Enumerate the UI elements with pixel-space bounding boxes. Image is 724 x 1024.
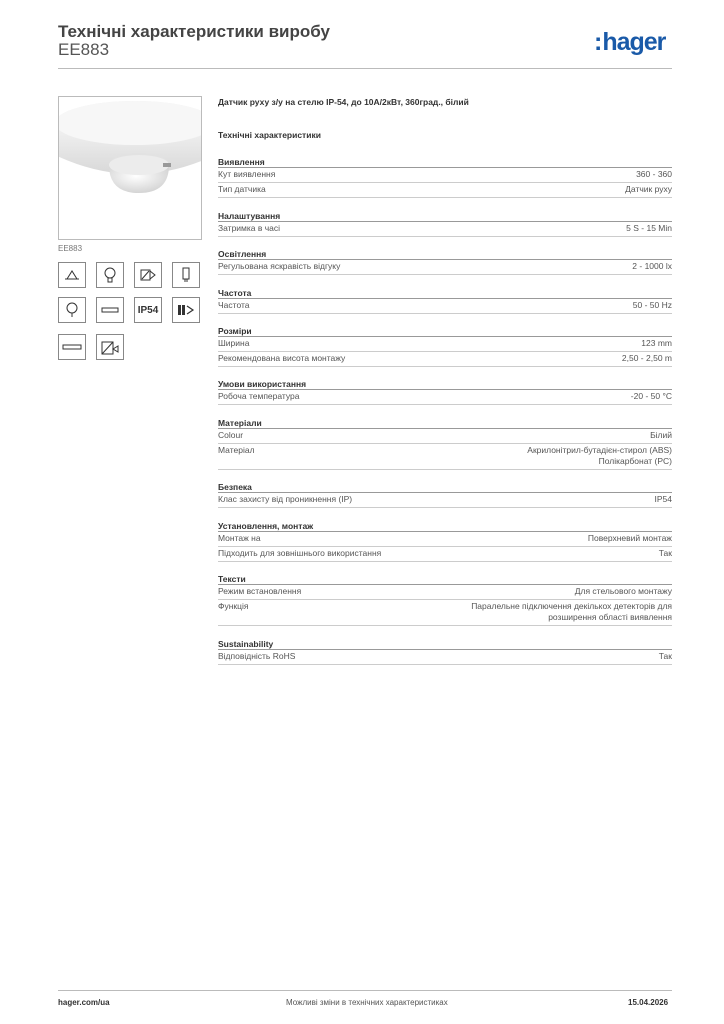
spec-value: 2 - 1000 lx bbox=[632, 261, 672, 271]
led-driver-icon bbox=[172, 297, 200, 323]
ip54-label: IP54 bbox=[137, 304, 159, 316]
spec-value: -20 - 50 °C bbox=[630, 391, 672, 401]
spec-label: Рекомендована висота монтажу bbox=[218, 353, 346, 363]
footer-divider bbox=[58, 990, 672, 991]
spec-value: 50 - 50 Hz bbox=[632, 300, 672, 310]
spec-value: Для стельового монтажу bbox=[574, 586, 672, 596]
motion-detect-icon bbox=[134, 262, 162, 288]
spec-group-dimensions bbox=[218, 325, 672, 367]
spec-row bbox=[218, 650, 672, 665]
footer-disclaimer: Можливі зміни в технічних характеристиках bbox=[286, 998, 448, 1007]
incandescent-lamp-icon bbox=[58, 297, 86, 323]
spec-row bbox=[218, 390, 672, 405]
spec-row bbox=[218, 222, 672, 237]
spec-group-detection bbox=[218, 156, 672, 198]
spec-group-sustainability bbox=[218, 638, 672, 665]
spec-row bbox=[218, 493, 672, 508]
group-title: Освітлення bbox=[218, 248, 672, 260]
header-divider bbox=[58, 68, 672, 69]
spec-label: Підходить для зовнішнього використання bbox=[218, 548, 382, 558]
spec-row bbox=[218, 600, 672, 626]
ip54-icon bbox=[134, 297, 162, 323]
spec-value: Акрилонітрил-бутадієн-стирол (ABS) Полікарбонат (PC) bbox=[527, 445, 672, 466]
product-subtitle: Датчик руху з/у на стелю IP-54, до 10A/2кВт, 360град., білий bbox=[218, 97, 469, 107]
spec-label: Функція bbox=[218, 601, 249, 611]
logo-text: hager bbox=[602, 28, 666, 56]
spec-row bbox=[218, 260, 672, 275]
spec-label: Частота bbox=[218, 300, 250, 310]
spec-row bbox=[218, 168, 672, 183]
spec-row bbox=[218, 585, 672, 600]
tube-lamp-icon bbox=[96, 297, 124, 323]
footer-date: 15.04.2026 bbox=[628, 998, 669, 1007]
spec-row bbox=[218, 444, 672, 470]
spec-row bbox=[218, 429, 672, 444]
spec-group-settings bbox=[218, 210, 672, 237]
fluorescent-lamp-icon bbox=[172, 262, 200, 288]
spec-value: Датчик руху bbox=[625, 184, 672, 194]
spec-group-safety bbox=[218, 481, 672, 508]
spec-value: Поверхневий монтаж bbox=[587, 533, 672, 543]
spec-row bbox=[218, 532, 672, 547]
page-title: Технічні характеристики виробу bbox=[58, 22, 330, 41]
group-title: Умови використання bbox=[218, 378, 672, 390]
relay-switch-icon bbox=[96, 334, 124, 360]
spec-label: Затримка в часі bbox=[218, 223, 281, 233]
group-title: Тексти bbox=[218, 573, 672, 585]
ceiling-mount-icon bbox=[58, 262, 86, 288]
group-title: Розміри bbox=[218, 325, 672, 337]
product-image bbox=[58, 96, 202, 240]
group-title: Безпека bbox=[218, 481, 672, 493]
section-heading: Технічні характеристики bbox=[218, 130, 321, 140]
spec-value: 360 - 360 bbox=[636, 169, 672, 179]
spec-label: Тип датчика bbox=[218, 184, 266, 194]
spec-group-frequency bbox=[218, 287, 672, 314]
spec-row bbox=[218, 547, 672, 562]
spec-label: Кут виявлення bbox=[218, 169, 276, 179]
group-title: Виявлення bbox=[218, 156, 672, 168]
group-title: Частота bbox=[218, 287, 672, 299]
spec-row bbox=[218, 183, 672, 198]
hager-logo: :hager bbox=[594, 28, 666, 56]
spec-label: Матеріал bbox=[218, 445, 255, 455]
bulb-icon bbox=[96, 262, 124, 288]
spec-row bbox=[218, 337, 672, 352]
spec-group-installation bbox=[218, 520, 672, 562]
spec-value: 123 mm bbox=[641, 338, 672, 348]
group-title: Установлення, монтаж bbox=[218, 520, 672, 532]
motion-sensor-image bbox=[59, 97, 202, 240]
spec-label: Робоча температура bbox=[218, 391, 300, 401]
group-title: Матеріали bbox=[218, 417, 672, 429]
spec-label: Відповідність RoHS bbox=[218, 651, 296, 661]
linear-lamp-icon bbox=[58, 334, 86, 360]
spec-value: IP54 bbox=[654, 494, 672, 504]
spec-label: Монтаж на bbox=[218, 533, 261, 543]
spec-value: Так bbox=[658, 548, 672, 558]
image-caption: EE883 bbox=[58, 244, 83, 253]
spec-row bbox=[218, 352, 672, 367]
spec-group-usage bbox=[218, 378, 672, 405]
spec-row bbox=[218, 299, 672, 314]
spec-value: 2,50 - 2,50 m bbox=[621, 353, 672, 363]
group-title: Sustainability bbox=[218, 638, 672, 650]
spec-label: Клас захисту від проникнення (IP) bbox=[218, 494, 353, 504]
group-title: Налаштування bbox=[218, 210, 672, 222]
spec-value: Так bbox=[658, 651, 672, 661]
spec-label: Colour bbox=[218, 430, 244, 440]
spec-value: Білий bbox=[650, 430, 672, 440]
spec-label: Ширина bbox=[218, 338, 250, 348]
spec-label: Режим встановлення bbox=[218, 586, 302, 596]
spec-value: 5 S - 15 Min bbox=[626, 223, 672, 233]
footer-website-link[interactable]: hager.com/ua bbox=[58, 998, 110, 1007]
product-code: EE883 bbox=[58, 40, 110, 59]
spec-group-lighting bbox=[218, 248, 672, 275]
spec-label: Регульована яскравість відгуку bbox=[218, 261, 341, 271]
spec-group-texts bbox=[218, 573, 672, 626]
spec-group-materials bbox=[218, 417, 672, 470]
spec-value: Паралельне підключення декількох детекторів для розширення області виявлення bbox=[471, 601, 672, 622]
